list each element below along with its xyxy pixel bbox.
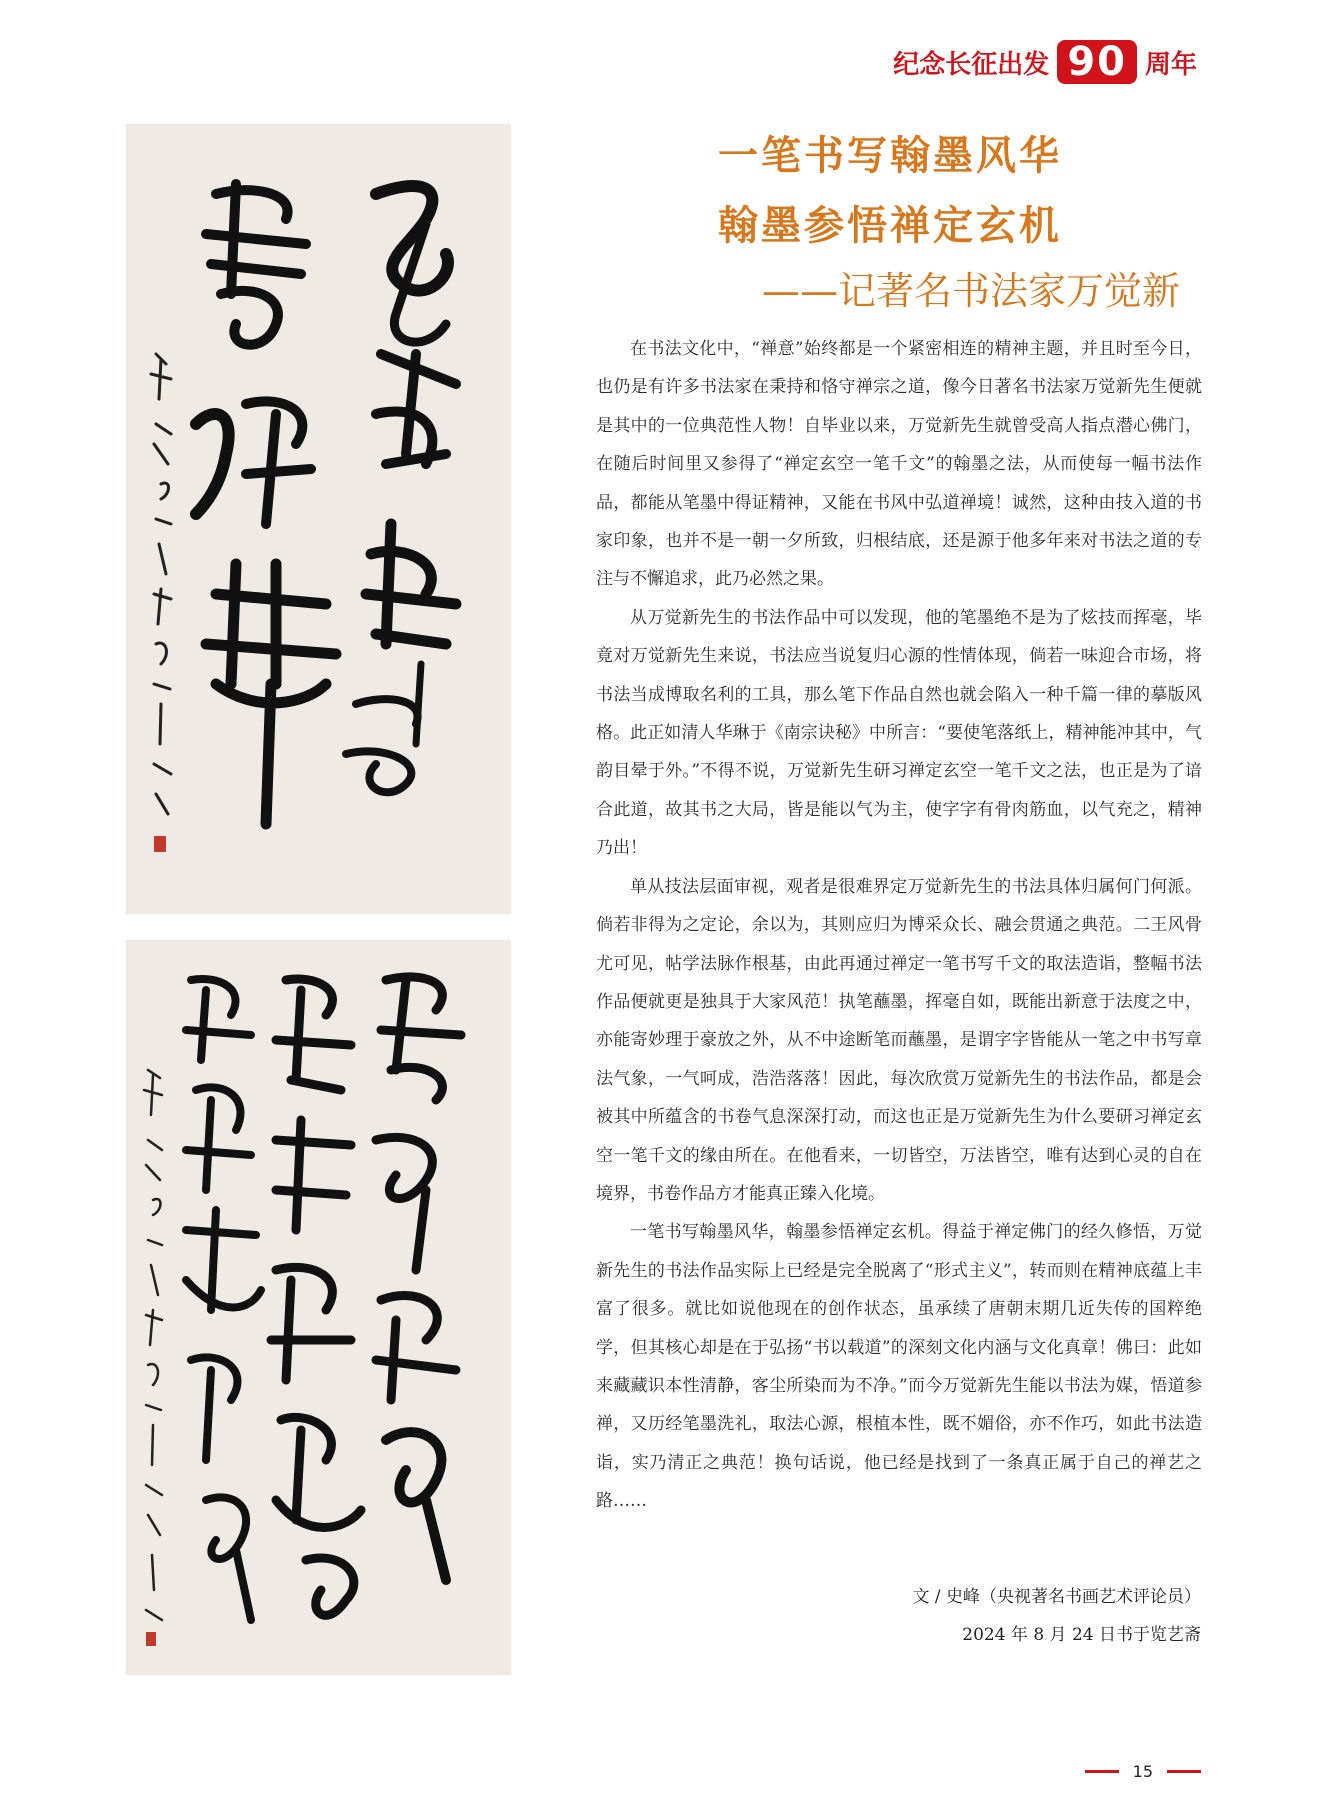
- article-subtitle: ——记著名书法家万觉新: [761, 269, 1180, 313]
- article-title-line-2: 翰墨参悟禅定玄机: [718, 203, 1062, 249]
- calligraphy-artwork-1: [126, 124, 511, 914]
- header-anniversary-number: 90: [1057, 40, 1137, 84]
- footer-left-bar: [1085, 1770, 1119, 1773]
- article-paragraph-4: 一笔书写翰墨风华，翰墨参悟禅定玄机。得益于禅定佛门的经久修悟，万觉新先生的书法作品实际上已经是完全脱离了“形式主义”，转而则在精神底蕴上丰富了很多。就比如说他现在的创作状态，虽承续了唐朝末期几近失传的国粹绝学，但其核心却是在于弘扬“书以载道”的深刻文化内涵与文化真章！佛曰：此如来藏藏识本性清静，客尘所染而为不净。”而今万觉新先生能以书法为媒，悟道参禅，又历经笔墨洗礼，取法心源，根植本性，既不媚俗，亦不作巧，如此书法造诣，实乃清正之典范！换句话说，他已经是找到了一条真正属于自己的禅艺之路……: [596, 1222, 1202, 1512]
- article-byline: 文 / 史峰（央视著名书画艺术评论员）: [912, 1587, 1201, 1607]
- article-date: 2024 年 8 月 24 日书于览艺斋: [962, 1625, 1201, 1645]
- header-suffix: 周年: [1144, 49, 1197, 80]
- article-body: [596, 330, 1202, 1521]
- article-title-line-1: 一笔书写翰墨风华: [718, 133, 1062, 179]
- page-number: 15: [1132, 1762, 1153, 1781]
- article-paragraph-2: 从万觉新先生的书法作品中可以发现，他的笔墨绝不是为了炫技而挥毫，毕竟对万觉新先生来说，书法应当说复归心源的性情体现，倘若一味迎合市场，将书法当成博取名利的工具，那么笔下作品自然也就会陷入一种千篇一律的摹版风格。此正如清人华琳于《南宗诀秘》中所言：“要使笔落纸上，精神能冲其中，气韵目晕于外。”不得不说，万觉新先生研习禅定玄空一笔千文之法，也正是为了谙合此道，故其书之大局，皆是能以气为主，使字字有骨肉筋血，以气充之，精神乃出！: [596, 607, 1202, 859]
- page-footer: [1085, 1762, 1201, 1781]
- article-paragraph-1: 在书法文化中，“禅意”始终都是一个紧密相连的精神主题，并且时至今日，也仍是有许多书法家在秉持和恪守禅宗之道，像今日著名书法家万觉新先生便就是其中的一位典范性人物！自毕业以来，万觉新先生就曾受高人指点潜心佛门，在随后时间里又参得了“禅定玄空一笔千文”的翰墨之法，从而使每一幅书法作品，都能从笔墨中得证精神，又能在书风中弘道禅境！诚然，这种由技入道的书家印象，也并不是一朝一夕所致，归根结底，还是源于他多年来对书法之道的专注与不懈追求，此乃必然之果。: [596, 339, 1202, 590]
- calligraphy-brush-strokes-1: [126, 124, 511, 914]
- calligraphy-brush-strokes-2: [126, 940, 511, 1675]
- footer-right-bar: [1167, 1770, 1201, 1773]
- article-paragraph-3: 单从技法层面审视，观者是很难界定万觉新先生的书法具体归属何门何派。倘若非得为之定论，余以为，其则应归为博采众长、融会贯通之典范。二王风骨尤可见，帖学法脉作根基，由此再通过禅定一笔书写千文的取法造诣，整幅书法作品便就更是独具于大家风范！执笔蘸墨，挥毫自如，既能出新意于法度之中，亦能寄妙理于豪放之外，从不中途断笔而蘸墨，是谓字字皆能从一笔之中书写章法气象，一气呵成，浩浩落落！因此，每次欣赏万觉新先生的书法作品，都是会被其中所蕴含的书卷气息深深打动，而这也正是万觉新先生为什么要研习禅定玄空一笔千文的缘由所在。在他看来，一切皆空，万法皆空，唯有达到心灵的自在境界，书卷作品方才能真正臻入化境。: [596, 876, 1202, 1204]
- calligraphy-artwork-2: [126, 940, 511, 1675]
- header-prefix: 纪念长征出发: [893, 49, 1050, 80]
- page-header: [893, 40, 1197, 84]
